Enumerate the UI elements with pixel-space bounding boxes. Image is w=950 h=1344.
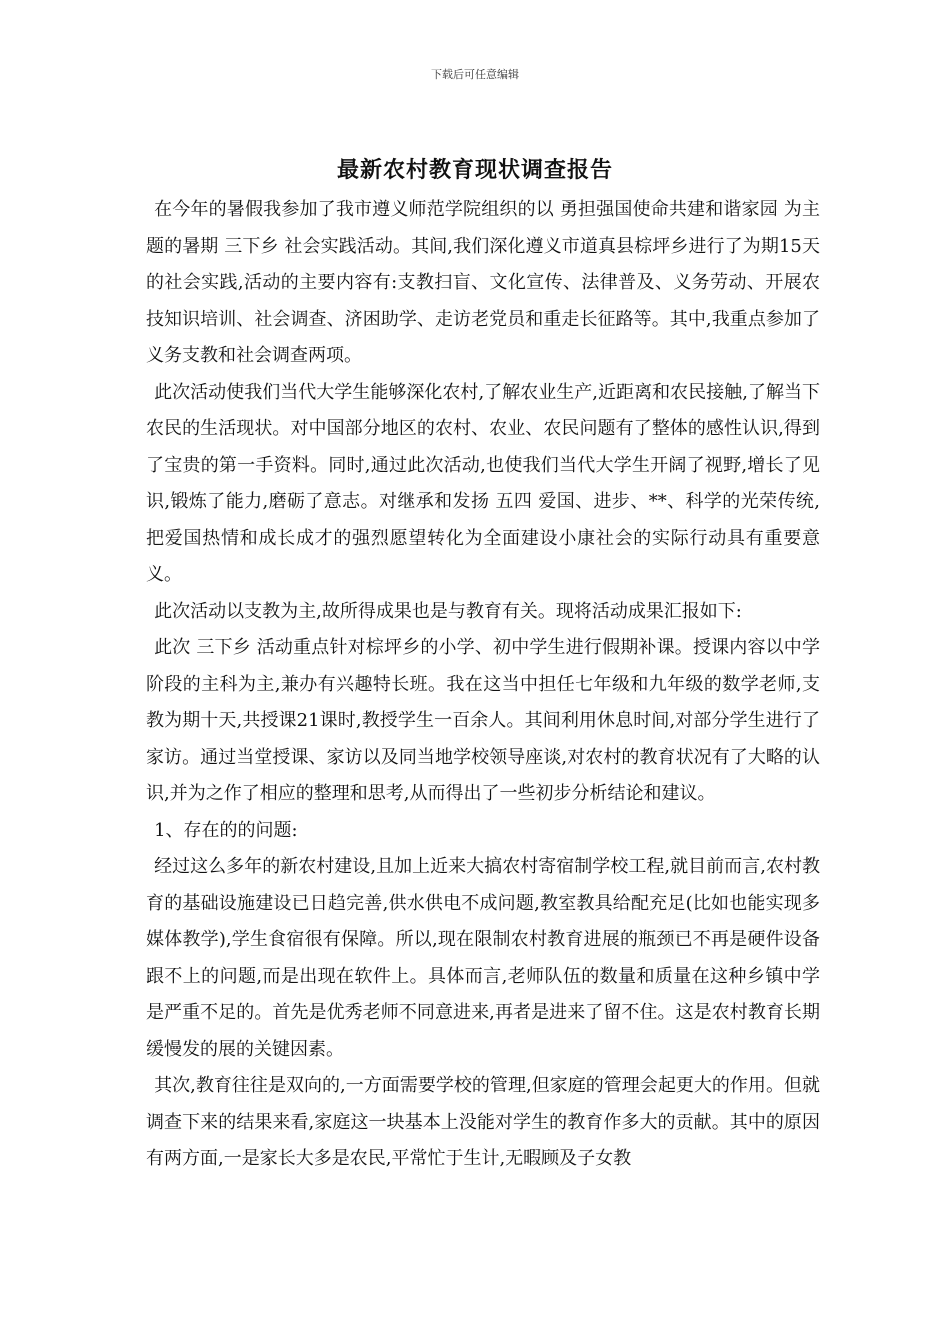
paragraph: 其次,教育往往是双向的,一方面需要学校的管理,但家庭的管理会起更大的作用。但就调查下来的结果来看,家庭这一块基本上没能对学生的教育作多大的贡献。其中的原因有两方面,一是家长大多是农民,平常忙于生计,无暇顾及子女教 <box>146 1075 820 1169</box>
document-body <box>146 192 820 1178</box>
paragraph: 在今年的暑假我参加了我市遵义师范学院组织的以 勇担强国使命共建和谐家园 为主题的暑期 三下乡 社会实践活动。其间,我们深化遵义市道真县棕坪乡进行了为期15天的社会实践,活动的主要内容有:支教扫盲、文化宣传、法律普及、义务劳动、开展农技知识培训、社会调查、济困助学、走访老党员和重走长征路等。其中,我重点参加了义务支教和社会调查两项。 <box>146 199 820 366</box>
document-title: 最新农村教育现状调查报告 <box>336 157 613 183</box>
section-heading: 1、存在的的问题: <box>154 819 298 841</box>
header-note: 下载后可任意编辑 <box>431 68 519 81</box>
paragraph: 此次活动使我们当代大学生能够深化农村,了解农业生产,近距离和农民接触,了解当下农民的生活现状。对中国部分地区的农村、农业、农民问题有了整体的感性认识,得到了宝贵的第一手资料。同时,通过此次活动,也使我们当代大学生开阔了视野,增长了见识,锻炼了能力,磨砺了意志。对继承和发扬 五四 爱国、进步、**、科学的光荣传统,把爱国热情和成长成才的强烈愿望转化为全面建设小康社会的实际行动具有重要意义。 <box>146 381 820 585</box>
paragraph: 此次 三下乡 活动重点针对棕坪乡的小学、初中学生进行假期补课。授课内容以中学阶段的主科为主,兼办有兴趣特长班。我在这当中担任七年级和九年级的数学老师,支教为期十天,共授课21课时,教授学生一百余人。其间利用休息时间,对部分学生进行了家访。通过当堂授课、家访以及同当地学校领导座谈,对农村的教育状况有了大略的认识,并为之作了相应的整理和思考,从而得出了一些初步分析结论和建议。 <box>146 637 820 804</box>
paragraph: 经过这么多年的新农村建设,且加上近来大搞农村寄宿制学校工程,就目前而言,农村教育的基础设施建设已日趋完善,供水供电不成问题,教室教具给配充足(比如也能实现多媒体教学),学生食宿很有保障。所以,现在限制农村教育进展的瓶颈已不再是硬件设备跟不上的问题,而是出现在软件上。具体而言,老师队伍的数量和质量在这种乡镇中学是严重不足的。首先是优秀老师不同意进来,再者是进来了留不住。这是农村教育长期缓慢发的展的关键因素。 <box>146 856 820 1060</box>
paragraph: 此次活动以支教为主,故所得成果也是与教育有关。现将活动成果汇报如下: <box>154 600 742 622</box>
